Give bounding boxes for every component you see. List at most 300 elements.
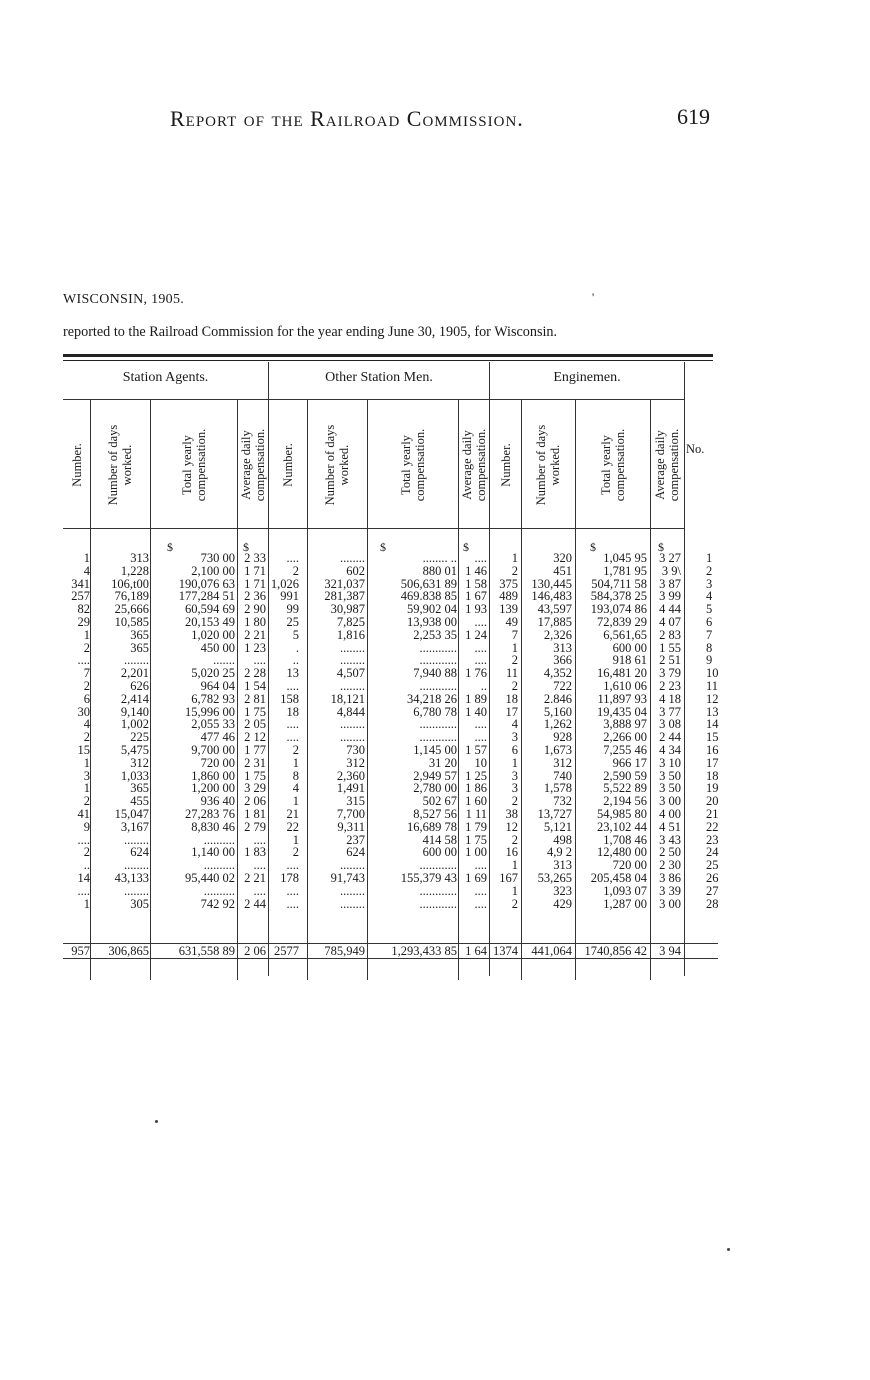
table-cell: 1,002 (120, 717, 149, 732)
dollar-sign: $ (380, 540, 386, 554)
table-cell: 1,708 46 (603, 832, 647, 847)
table-row (63, 642, 723, 654)
table-cell: 1 79 (465, 819, 487, 834)
table-row (63, 872, 723, 884)
table-cell: 2 31 (244, 755, 266, 770)
table-cell: 1,491 (336, 781, 365, 796)
table-cell: ............ (419, 858, 457, 873)
report-description: reported to the Railroad Commission for the year ending June 30, 1905, for Wisconsin. (63, 324, 558, 340)
table-row (63, 731, 723, 743)
table-cell: .... (286, 896, 299, 911)
table-cell: ........ (340, 640, 365, 655)
table-row (63, 565, 723, 577)
table-cell: 315 (346, 794, 365, 809)
row-number-cell: 7 (706, 627, 713, 642)
table-cell: 1 25 (465, 768, 487, 783)
table-cell: 2 44 (659, 730, 681, 745)
table-cell: 3 50 (659, 768, 681, 783)
table-cell: 506,631 89 (400, 576, 457, 591)
table-cell: 1 69 (465, 871, 487, 885)
table-cell: 2 06 (244, 794, 266, 809)
table-cell: 722 (553, 679, 572, 693)
table-cell: 2 (511, 794, 518, 809)
table-cell: 158 (280, 691, 299, 706)
table-cell: 1 (292, 755, 299, 770)
table-cell: 43,597 (537, 602, 572, 617)
table-cell: 43,133 (114, 871, 149, 885)
dollar-sign: $ (463, 540, 469, 554)
table-cell: 1,045 95 (603, 551, 647, 565)
table-cell: 455 (130, 794, 149, 809)
table-cell: 9,140 (120, 704, 149, 719)
table-cell: 469.838 85 (400, 589, 457, 604)
table-cell: 631,558 89 (178, 944, 235, 958)
table-cell: ........ (340, 858, 365, 873)
table-cell: 6,782 93 (191, 691, 235, 706)
row-number-cell: 24 (706, 845, 719, 860)
table-cell: 3 (511, 781, 518, 796)
table-cell: 8,527 56 (413, 807, 457, 821)
table-cell: 441,064 (531, 944, 572, 958)
table-cell: 785,949 (324, 944, 365, 958)
table-cell: 312 (130, 755, 149, 770)
table-cell: 2 21 (244, 627, 266, 642)
table-cell: 730 (346, 743, 365, 757)
col-head: Number of days worked. (323, 424, 351, 506)
table-cell: 4 (292, 781, 299, 796)
row-number-cell: 4 (706, 589, 713, 604)
table-cell: 1 75 (465, 832, 487, 847)
table-cell: .... (253, 832, 266, 847)
table-cell: 964 04 (200, 679, 235, 693)
table-cell: .... (253, 653, 266, 668)
table-cell: 313 (130, 551, 149, 565)
table-cell: 312 (553, 755, 572, 770)
page-number: 619 (677, 104, 710, 129)
table-cell: 15 (77, 743, 90, 757)
table-cell: 4 (83, 717, 90, 732)
table-cell: 305 (130, 896, 149, 911)
col-head: Number of days worked. (534, 424, 562, 506)
table-cell: 3,888 97 (603, 717, 647, 732)
table-cell: 1 58 (465, 576, 487, 591)
table-cell: .... (77, 832, 90, 847)
table-row (63, 782, 723, 794)
table-row (63, 680, 723, 692)
table-cell: 130,445 (531, 576, 572, 591)
header-bottom-rule (63, 528, 684, 529)
col-head: Number of days worked. (106, 424, 134, 506)
table-cell: 2,780 00 (413, 781, 457, 796)
row-number-cell: 6 (706, 615, 713, 629)
table-cell: .... (474, 615, 487, 629)
table-row (63, 603, 723, 615)
table-cell: 2 05 (244, 717, 266, 732)
table-cell: 1 81 (244, 807, 266, 821)
table-cell: 95,440 02 (185, 871, 235, 885)
table-cell: 2 28 (244, 666, 266, 681)
table-cell: ............ (419, 730, 457, 745)
table-cell: 2 30 (659, 858, 681, 873)
table-cell: 7 (511, 627, 518, 642)
table-cell: 429 (553, 896, 572, 911)
table-cell: 1,020 00 (191, 627, 235, 642)
table-cell: 14 (77, 871, 90, 885)
table-row (63, 693, 723, 705)
table-cell: 59,902 04 (407, 602, 457, 617)
table-cell: 2,360 (336, 768, 365, 783)
table-cell: 3,167 (120, 819, 149, 834)
table-cell: ............ (419, 679, 457, 693)
table-cell: 957 (71, 944, 90, 958)
table-cell: 1 93 (465, 602, 487, 617)
table-cell: .......... (203, 858, 235, 873)
table-cell: 730 00 (200, 551, 235, 565)
table-cell: 2 (83, 640, 90, 655)
table-cell: 320 (553, 551, 572, 565)
dollar-sign: $ (590, 540, 596, 554)
table-row (63, 718, 723, 730)
table-cell: 1 (292, 832, 299, 847)
table-cell: 3 43 (659, 832, 681, 847)
table-cell: 313 (553, 858, 572, 873)
table-cell: 365 (130, 640, 149, 655)
table-cell: 178 (280, 871, 299, 885)
group-other-station-men: Other Station Men. (325, 370, 433, 385)
row-number-cell: 28 (706, 896, 719, 911)
table-cell: .... (474, 883, 487, 898)
table-cell: 6 (511, 743, 518, 757)
table-cell: .. (292, 653, 299, 668)
table-cell: 1 77 (244, 743, 266, 757)
table-cell: .... (77, 883, 90, 898)
table-cell: 8,830 46 (191, 819, 235, 834)
table-cell: 11 (505, 666, 518, 681)
table-cell: 365 (130, 781, 149, 796)
table-cell: 375 (499, 576, 518, 591)
table-cell: 600 00 (422, 845, 457, 860)
table-cell: 4,507 (336, 666, 365, 681)
table-cell: 2 23 (659, 679, 681, 693)
table-cell: 5,020 25 (191, 666, 235, 681)
table-cell: 1 71 (244, 576, 266, 591)
table-cell: 2 (511, 832, 518, 847)
table-cell: 602 (346, 563, 365, 578)
table-cell: 2,194 56 (603, 794, 647, 809)
table-cell: 9,311 (337, 819, 365, 834)
row-number-cell: 18 (706, 768, 719, 783)
table-cell: 22 (286, 819, 299, 834)
table-cell: 1 57 (465, 743, 487, 757)
row-number-cell: 20 (706, 794, 719, 809)
table-cell: 167 (499, 871, 518, 885)
table-cell: ........ (124, 653, 149, 668)
table-cell: 477 46 (200, 730, 235, 745)
table-cell: 16,689 78 (407, 819, 457, 834)
table-cell: 740 (553, 768, 572, 783)
table-row (63, 770, 723, 782)
table-cell: 1,816 (336, 627, 365, 642)
row-number-cell: 10 (706, 666, 719, 681)
page-speck (727, 1248, 730, 1251)
col-head: Average daily compensation. (238, 428, 267, 502)
state-heading: WISCONSIN, 1905. (63, 292, 185, 307)
table-cell: .... (286, 679, 299, 693)
table-cell: 25,666 (114, 602, 149, 617)
table-cell: 139 (499, 602, 518, 617)
table-row (63, 757, 723, 769)
table-cell: 1 89 (465, 691, 487, 706)
col-head: Total yearly compensation. (398, 428, 427, 502)
table-cell: 3 86 (659, 871, 681, 885)
table-cell: 1,287 00 (603, 896, 647, 911)
row-number-cell: 22 (706, 819, 719, 834)
table-cell: ....... (213, 653, 235, 668)
table-cell: 1 (511, 883, 518, 898)
table-cell: 155,379 43 (400, 871, 457, 885)
table-cell: 13,938 00 (407, 615, 457, 629)
table-cell: 2,100 00 (191, 563, 235, 578)
table-cell: 49 (505, 615, 518, 629)
table-cell: 3 9\ (661, 563, 681, 578)
table-cell: 54,985 80 (597, 807, 647, 821)
table-cell: 2 12 (244, 730, 266, 745)
table-cell: 312 (346, 755, 365, 770)
table-cell: 1,140 00 (191, 845, 235, 860)
table-cell: 966 17 (612, 755, 647, 770)
table-row (63, 578, 723, 590)
totals-rule-lower (63, 958, 718, 959)
table-cell: 237 (346, 832, 365, 847)
table-cell: 1 64 (465, 944, 487, 958)
table-cell: 1 86 (465, 781, 487, 796)
group-underline (269, 399, 489, 400)
table-cell: 2577 (274, 944, 299, 958)
table-cell: 2 83 (659, 627, 681, 642)
col-head: Average daily compensation. (653, 428, 681, 502)
table-cell: 4 07 (659, 615, 681, 629)
table-cell: .... (253, 883, 266, 898)
table-cell: 1,860 00 (191, 768, 235, 783)
row-number-cell: 8 (706, 640, 713, 655)
table-cell: 1 67 (465, 589, 487, 604)
table-cell: 29 (77, 615, 90, 629)
table-cell: 1 (83, 755, 90, 770)
table-cell: 1 23 (244, 640, 266, 655)
table-cell: 23,102 44 (597, 819, 647, 834)
table-cell: 1,200 00 (191, 781, 235, 796)
table-cell: .......... (203, 883, 235, 898)
row-number-cell: 27 (706, 883, 719, 898)
col-head: Number. (69, 443, 84, 487)
table-cell: 2 36 (244, 589, 266, 604)
table-cell: 928 (553, 730, 572, 745)
table-cell: 2 33 (244, 551, 266, 565)
table-cell: 451 (553, 563, 572, 578)
table-cell: 257 (71, 589, 90, 604)
table-cell: 2 (511, 653, 518, 668)
table-cell: 1,610 06 (603, 679, 647, 693)
table-cell: .... (474, 896, 487, 911)
table-row (63, 808, 723, 820)
table-cell: 732 (553, 794, 572, 809)
table-cell: 5,475 (120, 743, 149, 757)
table-cell: ........ (340, 653, 365, 668)
table-cell: 6,561,65 (603, 627, 647, 642)
table-cell: ............ (419, 640, 457, 655)
table-cell: 146,483 (531, 589, 572, 604)
table-cell: 3 10 (659, 755, 681, 770)
running-head (0, 106, 870, 136)
table-cell: 720 00 (612, 858, 647, 873)
table-cell: 3 87 (659, 576, 681, 591)
row-number-cell: 17 (706, 755, 719, 770)
table-cell: 1 24 (465, 627, 487, 642)
table-row (63, 846, 723, 858)
table-cell: .... (474, 551, 487, 565)
table-cell: 76,189 (114, 589, 149, 604)
col-head: Average daily compensation. (459, 428, 488, 502)
table-top-rule (63, 354, 713, 357)
table-row (63, 795, 723, 807)
table-cell: 1 76 (465, 666, 487, 681)
table-cell: 321,037 (324, 576, 365, 591)
table-cell: 3 (83, 768, 90, 783)
table-cell: 1 54 (244, 679, 266, 693)
table-cell: 3 29 (244, 781, 266, 796)
table-cell: 5,160 (543, 704, 572, 719)
table-cell: ........ (340, 679, 365, 693)
table-cell: 1,262 (543, 717, 572, 732)
table-cell: 3 94 (659, 944, 681, 958)
table-cell: 1 80 (244, 615, 266, 629)
table-cell: .... (77, 653, 90, 668)
table-cell: 1 (83, 781, 90, 796)
table-cell: ............ (419, 653, 457, 668)
table-cell: 99 (286, 602, 299, 617)
table-cell: 2 (292, 845, 299, 860)
table-cell: 6,780 78 (413, 704, 457, 719)
table-cell: 91,743 (330, 871, 365, 885)
table-cell: 16,481 20 (597, 666, 647, 681)
table-cell: .... (474, 653, 487, 668)
table-cell: 19,435 04 (597, 704, 647, 719)
table-cell: 1,093 07 (603, 883, 647, 898)
table-cell: 281,387 (324, 589, 365, 604)
table-cell: 8 (292, 768, 299, 783)
table-cell: 3 27 (659, 551, 681, 565)
table-cell: 10,585 (114, 615, 149, 629)
table-cell: 3 00 (659, 896, 681, 911)
table-cell: 7,255 46 (603, 743, 647, 757)
table-cell: ............ (419, 896, 457, 911)
table-cell: 9,700 00 (191, 743, 235, 757)
table-cell: 323 (553, 883, 572, 898)
table-cell: 4 18 (659, 691, 681, 706)
table-cell: 1 11 (465, 807, 487, 821)
table-cell: 1 (511, 640, 518, 655)
row-number-cell: 9 (706, 653, 713, 668)
table-cell: 7,700 (336, 807, 365, 821)
table-cell: 880 01 (422, 563, 457, 578)
table-cell: 2 44 (244, 896, 266, 911)
table-cell: 12 (505, 819, 518, 834)
table-cell: 18 (286, 704, 299, 719)
table-cell: 498 (553, 832, 572, 847)
table-cell: 1 40 (465, 704, 487, 719)
table-cell: 106,t00 (111, 576, 149, 591)
table-cell: 1 46 (465, 563, 487, 578)
table-cell: 2,414 (120, 691, 149, 706)
table-cell: . (295, 640, 299, 655)
table-cell: 2 (511, 679, 518, 693)
table-cell: 82 (77, 602, 90, 617)
table-cell: .... (286, 883, 299, 898)
table-cell: .... (286, 730, 299, 745)
table-row (63, 834, 723, 846)
table-cell: 1 55 (659, 640, 681, 655)
table-cell: 4 44 (659, 602, 681, 617)
table-row (63, 706, 723, 718)
table-cell: .... (474, 640, 487, 655)
table-cell: 2 (83, 794, 90, 809)
table-cell: 366 (553, 653, 572, 668)
table-cell: 1 71 (244, 563, 266, 578)
table-cell: 4 00 (659, 807, 681, 821)
table-cell: 3 79 (659, 666, 681, 681)
table-cell: 16 (505, 845, 518, 860)
table-cell: 5,121 (543, 819, 572, 834)
dollar-sign: $ (243, 540, 249, 554)
table-row (63, 654, 723, 666)
table-cell: .......... (203, 832, 235, 847)
dollar-sign: $ (167, 540, 173, 554)
table-cell: 2 (292, 563, 299, 578)
row-number-cell: 1 (706, 551, 713, 565)
table-cell: 3 99 (659, 589, 681, 604)
table-cell: 1 75 (244, 704, 266, 719)
table-cell: ............ (419, 883, 457, 898)
running-title: Report of the Railroad Commission. (170, 106, 524, 131)
table-cell: 4 34 (659, 743, 681, 757)
table-cell: 4,9 2 (547, 845, 572, 860)
table-cell: 2 50 (659, 845, 681, 860)
table-row (63, 898, 723, 910)
dollar-sign: $ (658, 540, 664, 554)
table-cell: 365 (130, 627, 149, 642)
table-cell: 2,590 59 (603, 768, 647, 783)
table-cell: 17,885 (537, 615, 572, 629)
table-cell: 1,293,433 85 (391, 944, 457, 958)
table-cell: 341 (71, 576, 90, 591)
table-cell: 2 81 (244, 691, 266, 706)
table-cell: 600 00 (612, 640, 647, 655)
row-number-cell: 3 (706, 576, 713, 591)
table-cell: 1,781 95 (603, 563, 647, 578)
group-enginemen: Enginemen. (553, 370, 621, 385)
table-cell: 31 20 (428, 755, 457, 770)
table-cell: 60,594 69 (185, 602, 235, 617)
table-cell: 624 (130, 845, 149, 860)
table-cell: 1,578 (543, 781, 572, 796)
table-cell: 34,218 26 (407, 691, 457, 706)
table-cell: 1 (83, 551, 90, 565)
table-cell: 313 (553, 640, 572, 655)
table-cell: 1 (83, 896, 90, 911)
table-cell: 2 (511, 563, 518, 578)
table-cell: 4 51 (659, 819, 681, 834)
table-cell: 3 39 (659, 883, 681, 898)
